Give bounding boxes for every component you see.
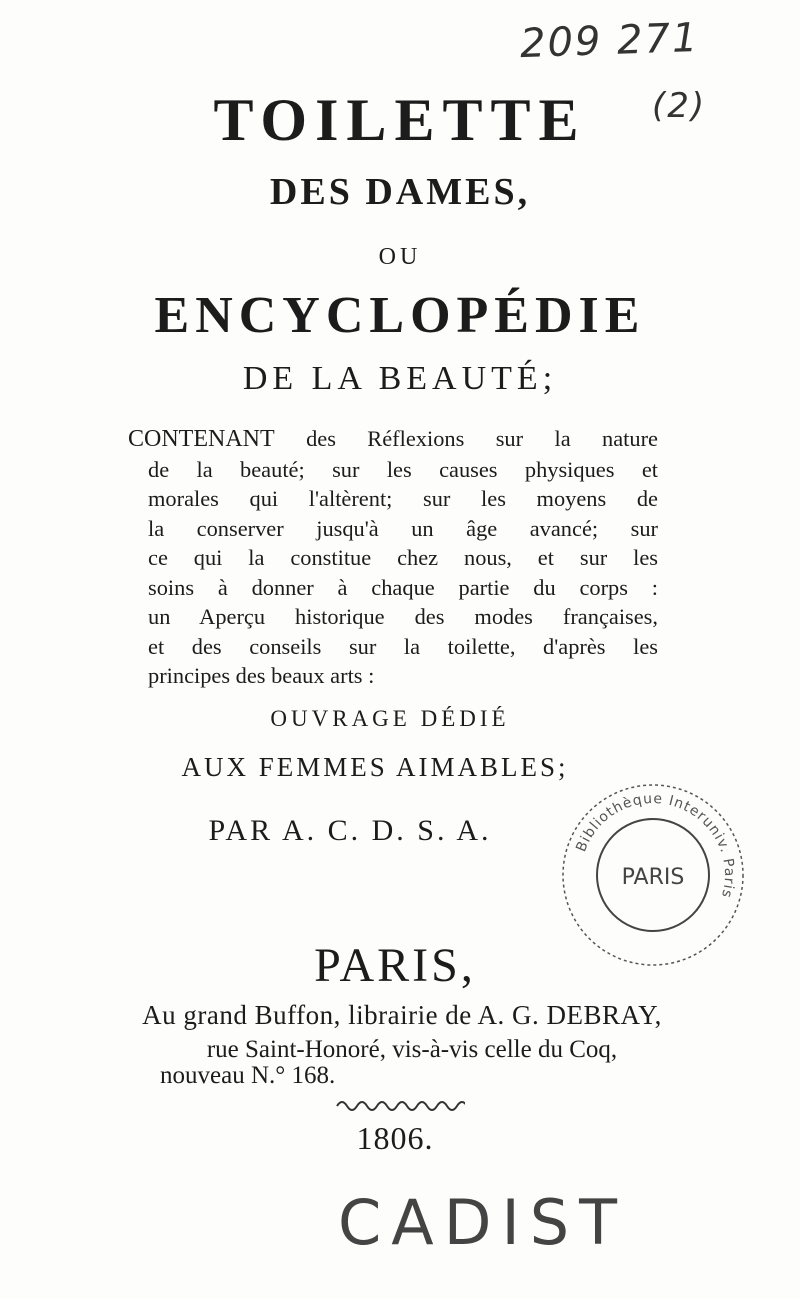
description-paragraph <box>128 424 658 691</box>
description-lead-word: CONTENANT <box>128 426 275 452</box>
description-line-4: la conserver jusqu'à un âge avancé; sur <box>148 515 658 541</box>
description-line-1: CONTENANT des Réflexions sur la nature <box>128 426 658 452</box>
title-line-des-dames: DES DAMES, <box>269 171 531 213</box>
author-line: PAR A. C. D. S. A. <box>208 814 492 847</box>
imprint-address-line: rue Saint-Honoré, vis-à-vis celle du Coq, <box>206 1036 618 1063</box>
handwritten-shelfmark: 209 271 <box>519 14 701 68</box>
imprint-publisher-line: Au grand Buffon, librairie de A. G. DEBRAY, <box>142 1000 662 1030</box>
description-line-6: soins à donner à chaque partie du corps : <box>148 574 658 600</box>
dedication-line-1: OUVRAGE DÉDIÉ <box>270 706 510 731</box>
ornamental-rule <box>335 1096 465 1116</box>
imprint-number-line: nouveau N.° 168. <box>160 1062 336 1089</box>
description-line-2: de la beauté; sur les causes physiques et <box>148 456 658 482</box>
description-line-7: un Aperçu historique des modes françaises, <box>148 604 658 629</box>
imprint-city: PARIS, <box>314 939 476 992</box>
stamp-ring-text: Bibliothèque Interuniv. Paris <box>573 790 738 900</box>
title-line-de-la-beaute: DE LA BEAUTÉ; <box>242 360 558 397</box>
stamp-center-text: PARIS <box>621 865 685 890</box>
description-line-5: ce qui la constitue chez nous, et sur les <box>148 545 658 570</box>
title-line-encyclopedie: ENCYCLOPÉDIE <box>154 287 646 344</box>
imprint-year: 1806. <box>356 1120 434 1156</box>
description-line-9: principes des beaux arts : <box>148 663 375 688</box>
description-line-3: morales qui l'altèrent; sur les moyens de <box>148 486 658 511</box>
title-line-toilette: TOILETTE <box>213 87 587 153</box>
handwritten-volume-note: (2) <box>652 86 707 126</box>
dedication-line-2: AUX FEMMES AIMABLES; <box>181 752 569 782</box>
title-line-ou: OU <box>378 244 422 270</box>
description-line-8: et des conseils sur la toilette, d'après les <box>148 633 658 659</box>
handwritten-library-mark: CADIST <box>338 1186 627 1259</box>
